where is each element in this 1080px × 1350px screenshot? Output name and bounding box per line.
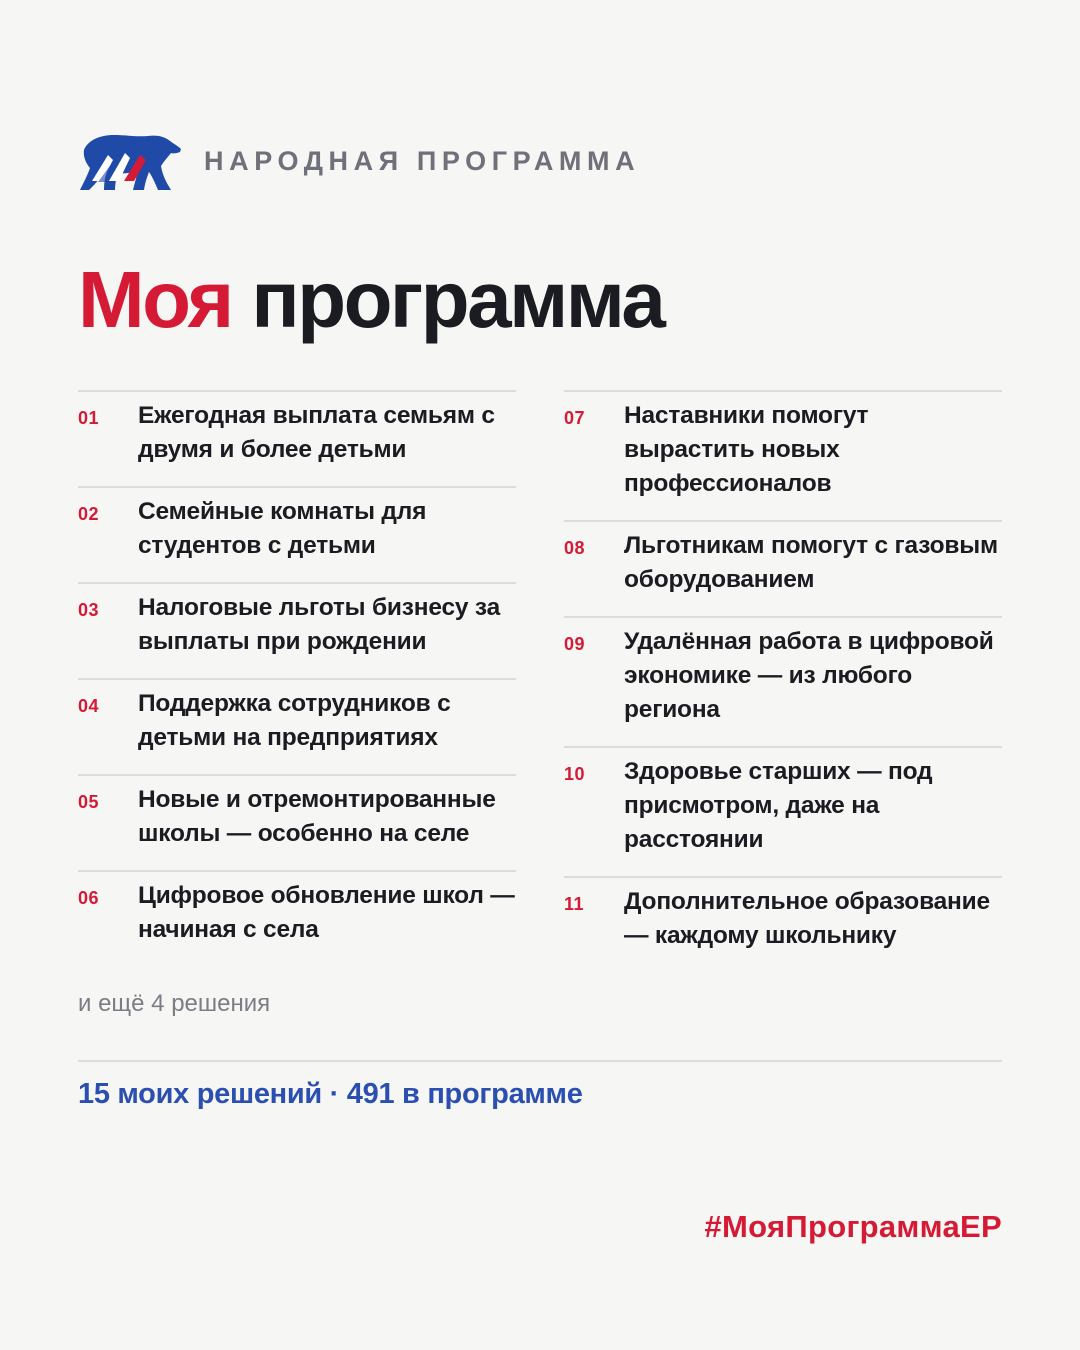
item-number: 04 [78, 696, 100, 716]
bear-logo-icon [78, 128, 182, 194]
item-number: 08 [564, 538, 586, 558]
page-title-rest: программа [251, 255, 664, 344]
list-item [564, 746, 1002, 876]
list-item [564, 876, 1002, 972]
item-text: Ежегодная выплата семьям с двумя и более детьми [138, 402, 495, 463]
list-item [78, 870, 516, 966]
item-number: 07 [564, 408, 586, 428]
item-number: 02 [78, 504, 100, 524]
header [78, 128, 640, 194]
item-text: Налоговые льготы бизнесу за выплаты при рождении [138, 594, 500, 655]
item-text: Новые и отремонтированные школы — особенно на селе [138, 786, 496, 847]
list-item [564, 390, 1002, 520]
list-item [564, 520, 1002, 616]
item-text: Дополнительное образование — каждому школьнику [624, 888, 990, 949]
item-number: 10 [564, 764, 586, 784]
item-number: 01 [78, 408, 100, 428]
page-title-highlight: Моя [78, 255, 232, 344]
list-item [78, 582, 516, 678]
program-list-right [564, 390, 1002, 972]
item-number: 06 [78, 888, 100, 908]
item-number: 11 [564, 894, 585, 914]
list-item [78, 678, 516, 774]
item-text: Льготникам помогут с газовым оборудованием [624, 532, 998, 593]
more-solutions-text: и ещё 4 решения [78, 990, 271, 1017]
item-text: Удалённая работа в цифровой экономике — из любого региона [624, 628, 994, 723]
brand-title: НАРОДНАЯ ПРОГРАММА [204, 145, 641, 176]
summary-text: 15 моих решений · 491 в программе [78, 1078, 583, 1110]
page-title [78, 252, 663, 348]
item-text: Наставники помогут вырастить новых профессионалов [624, 402, 869, 497]
list-item [78, 486, 516, 582]
item-text: Семейные комнаты для студентов с детьми [138, 498, 427, 559]
divider [78, 1060, 1002, 1062]
program-list-left [78, 390, 516, 966]
item-text: Здоровье старших — под присмотром, даже на расстоянии [624, 758, 933, 853]
item-number: 09 [564, 634, 586, 654]
list-item [78, 774, 516, 870]
item-number: 05 [78, 792, 100, 812]
item-text: Цифровое обновление школ — начиная с села [138, 882, 515, 943]
hashtag: #МояПрограммаЕР [704, 1209, 1002, 1244]
list-item [564, 616, 1002, 746]
item-text: Поддержка сотрудников с детьми на предприятиях [138, 690, 451, 751]
list-item [78, 390, 516, 486]
item-number: 03 [78, 600, 100, 620]
